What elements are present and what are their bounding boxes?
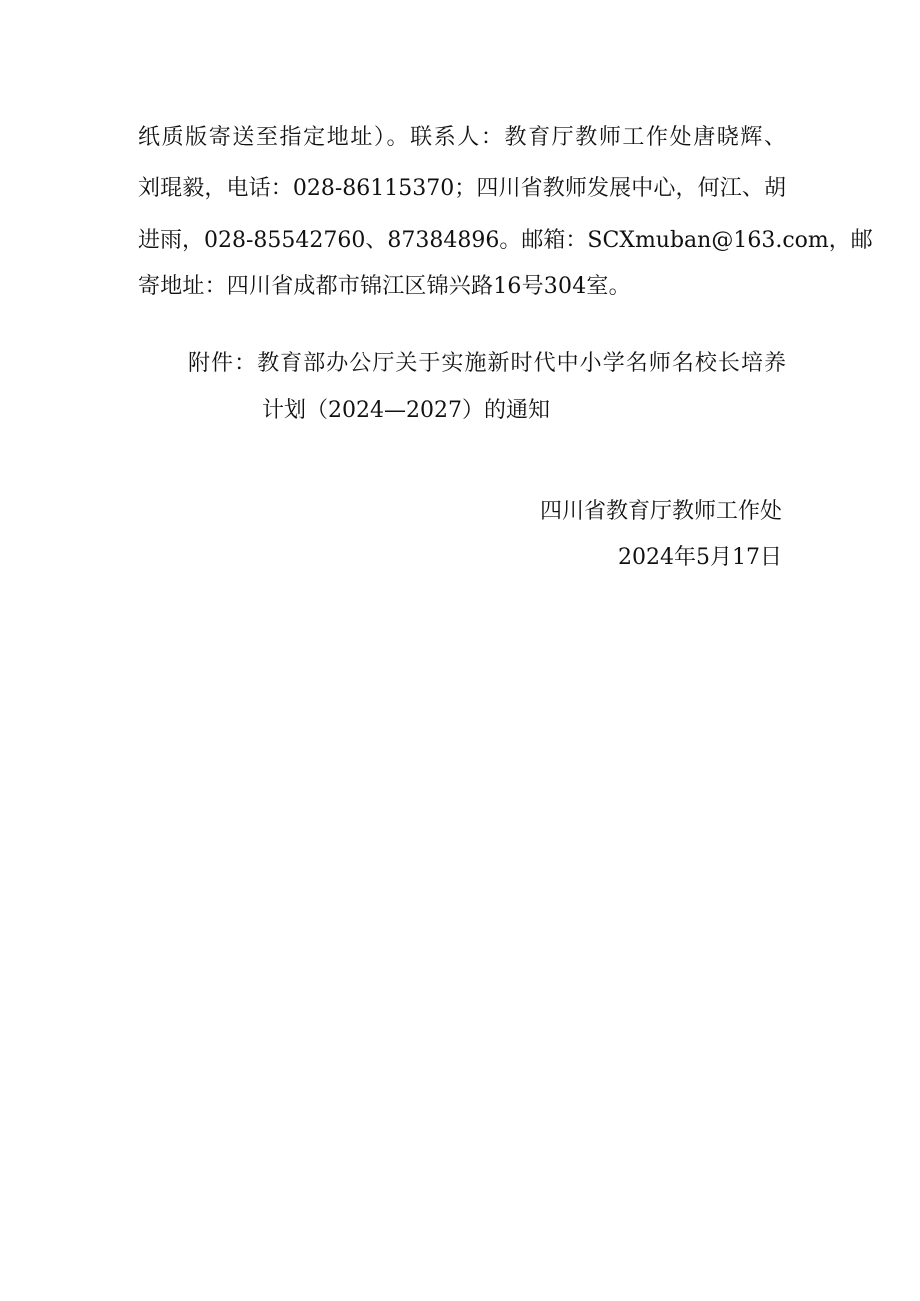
signature-organization: 四川省教育厅教师工作处 — [539, 499, 782, 524]
body-text-line: 进雨，028-85542760、87384896。邮箱：SCXmuban@163.com，邮 — [138, 228, 873, 253]
body-text-line: 刘琨毅，电话：028-86115370；四川省教师发展中心，何江、胡 — [138, 176, 786, 201]
body-text-line: 纸质版寄送至指定地址）。联系人：教育厅教师工作处唐晓辉、 — [138, 125, 786, 150]
attachment-line-1: 附件：教育部办公厅关于实施新时代中小学名师名校长培养 — [188, 351, 786, 376]
signature-date: 2024年5月17日 — [618, 545, 782, 570]
attachment-line-2: 计划（2024—2027）的通知 — [262, 398, 550, 423]
body-text-line: 寄地址：四川省成都市锦江区锦兴路16号304室。 — [138, 274, 631, 299]
